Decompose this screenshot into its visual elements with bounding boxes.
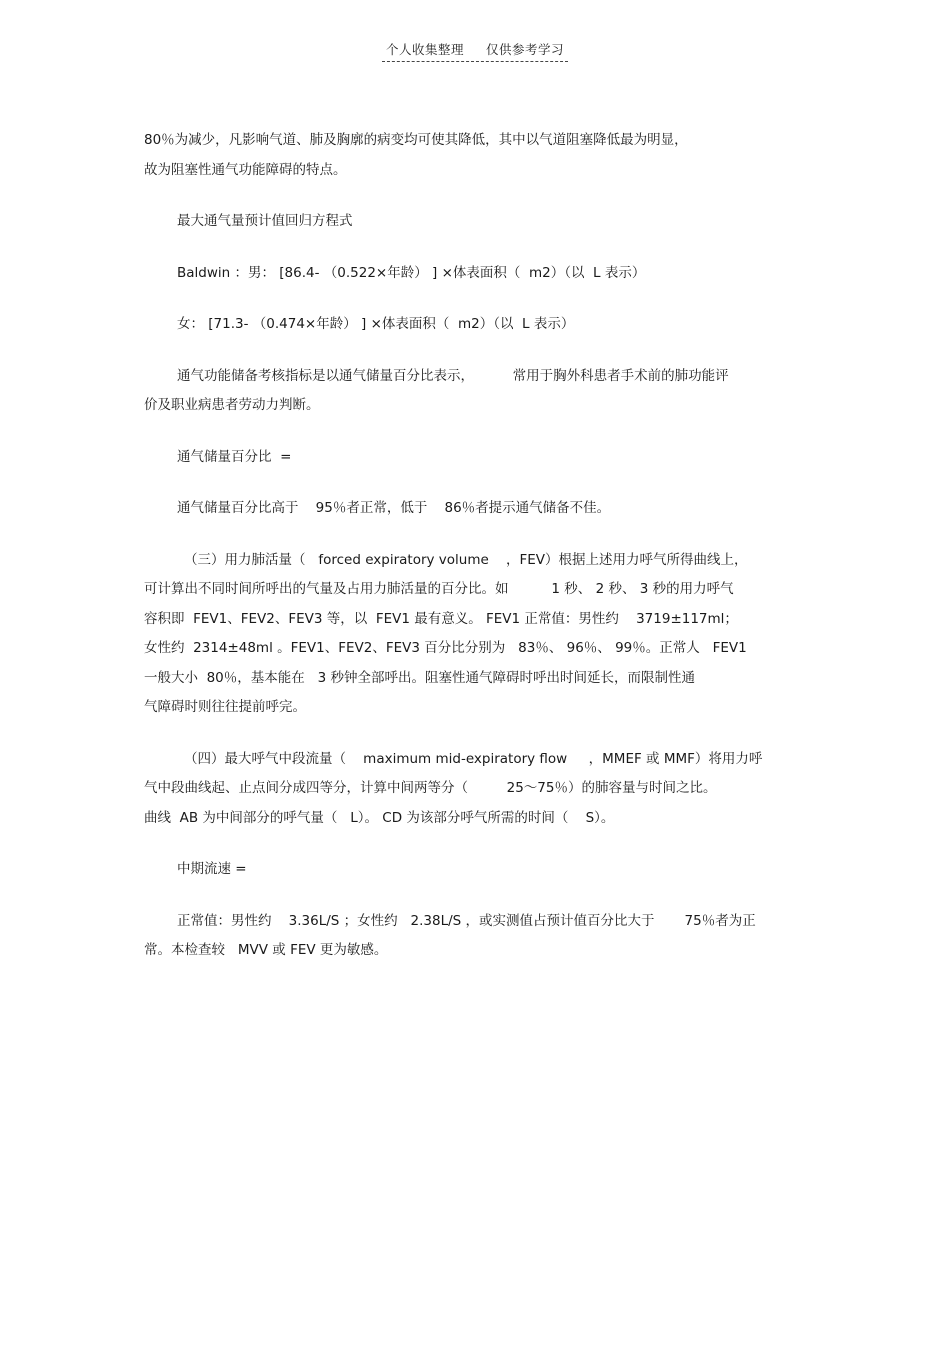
paragraph-baldwin-female: [144, 310, 809, 340]
paragraph-normal-values: [144, 907, 809, 966]
text-line: 通气功能储备考核指标是以通气储量百分比表示， 常用于胸外科患者手术前的肺功能评: [177, 367, 729, 384]
paragraph-mmef: [144, 745, 809, 834]
text-line: 气障碍时则往往提前呼完。: [144, 699, 306, 715]
text-line: Baldwin ：男： [86.4- （0.522×年龄） ] ×体表面积（ m2）（以 L 表示）: [177, 264, 646, 281]
text-line: 故为阻塞性通气功能障碍的特点。: [144, 161, 347, 178]
document-body: [144, 126, 809, 988]
paragraph-mvv-intro: [144, 126, 809, 185]
text-line: （四）最大呼气中段流量（ maximum mid-expiratory flow ，MMEF 或 MMF）将用力呼: [184, 750, 763, 767]
text-line: 80％为减少，凡影响气道、肺及胸廓的病变均可使其降低，其中以气道阻塞降低最为明显，: [144, 132, 688, 148]
paragraph-fev: [144, 546, 809, 723]
text-line: （三）用力肺活量（ forced expiratory volume ，FEV）根据上述用力呼气所得曲线上，: [184, 551, 748, 568]
text-line: 常。本检查较 MVV 或 FEV 更为敏感。: [144, 942, 388, 958]
text-line: 通气储量百分比 =: [177, 448, 292, 465]
text-line: 通气储量百分比高于 95％者正常，低于 86％者提示通气储备不佳。: [177, 500, 611, 516]
paragraph-ventilation-reserve: [144, 362, 809, 421]
page-header: [0, 40, 950, 62]
text-line: 可计算出不同时间所呼出的气量及占用力肺活量的百分比。如 1 秒、 2 秒、 3 秒的用力呼气: [144, 581, 734, 597]
paragraph-regression-title: [144, 207, 809, 237]
text-line: 气中段曲线起、止点间分成四等分，计算中间两等分（ 25～75％）的肺容量与时间之比。: [144, 780, 717, 796]
paragraph-reserve-thresholds: [144, 494, 809, 524]
header-left-text: 个人收集整理: [385, 42, 464, 57]
text-line: 女性约 2314±48ml 。FEV1、FEV2、FEV3 百分比分别为 83％、 96％、 99％。正常人 FEV1: [144, 640, 747, 656]
text-line: 中期流速 =: [177, 861, 247, 877]
text-line: 容积即 FEV1、FEV2、FEV3 等，以 FEV1 最有意义。 FEV1 正常值：男性约 3719±117ml；: [144, 610, 738, 627]
header-watermark-line: [382, 40, 568, 62]
text-line: 女： [71.3- （0.474×年龄） ] ×体表面积（ m2）（以 L 表示）: [177, 316, 575, 332]
text-line: 最大通气量预计值回归方程式: [177, 213, 353, 229]
text-line: 一般大小 80％，基本能在 3 秒钟全部呼出。阻塞性通气障碍时呼出时间延长，而限制性通: [144, 669, 696, 686]
text-line: 曲线 AB 为中间部分的呼气量（ L）。 CD 为该部分呼气所需的时间（ S）。: [144, 809, 615, 826]
text-line: 价及职业病患者劳动力判断。: [144, 397, 320, 413]
paragraph-baldwin-male: [144, 259, 809, 289]
header-right-text: 仅供参考学习: [486, 42, 565, 57]
text-line: 正常值：男性约 3.36L/S ；女性约 2.38L/S ，或实测值占预计值百分比大于 75％者为正: [177, 912, 756, 929]
paragraph-reserve-formula: [144, 443, 809, 473]
paragraph-mid-flow-formula: [144, 855, 809, 885]
